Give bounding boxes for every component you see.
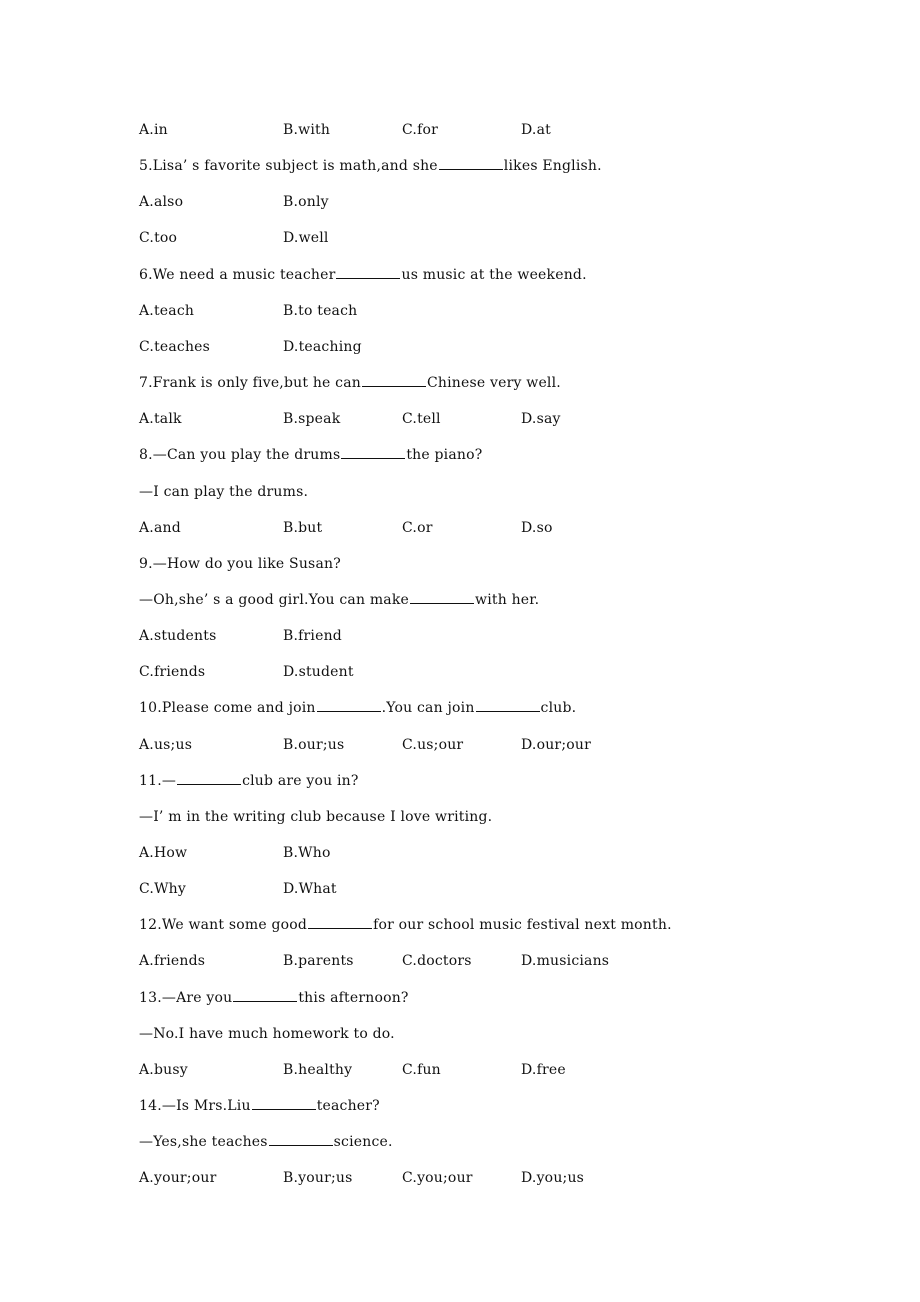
question-text: likes English. bbox=[503, 158, 602, 174]
answer-option: A.students bbox=[139, 628, 217, 644]
question-line bbox=[139, 913, 672, 937]
question-text: 12.We want some good bbox=[139, 917, 308, 933]
answer-option: C.tell bbox=[402, 411, 441, 427]
answer-option: B.speak bbox=[283, 411, 341, 427]
question-line bbox=[139, 443, 482, 467]
question-text: —Yes,she teaches bbox=[139, 1134, 268, 1150]
answer-option: B.only bbox=[283, 194, 329, 210]
answer-option: D.you;us bbox=[521, 1170, 585, 1186]
question-line bbox=[139, 1022, 395, 1046]
question-line bbox=[139, 480, 308, 504]
question-text: .You can join bbox=[381, 700, 475, 716]
answer-blank bbox=[476, 696, 540, 712]
answer-blank bbox=[341, 443, 405, 459]
question-text: —I can play the drums. bbox=[139, 484, 309, 500]
answer-option: A.also bbox=[139, 194, 184, 210]
question-text: Chinese very well. bbox=[426, 375, 561, 391]
answer-blank bbox=[233, 986, 297, 1002]
answer-option: A.busy bbox=[139, 1062, 188, 1078]
answer-blank bbox=[308, 913, 372, 929]
answer-option: A.and bbox=[139, 520, 181, 536]
answer-option: B.our;us bbox=[283, 737, 345, 753]
answer-option: D.well bbox=[283, 230, 329, 246]
question-text: —I’ m in the writing club because I love writing. bbox=[139, 809, 493, 825]
answer-option: B.your;us bbox=[283, 1170, 353, 1186]
answer-option: A.teach bbox=[139, 303, 195, 319]
question-text: us music at the weekend. bbox=[401, 267, 587, 283]
answer-option: A.in bbox=[139, 122, 168, 138]
answer-option: A.friends bbox=[139, 953, 206, 969]
question-line bbox=[139, 986, 409, 1010]
answer-option: A.your;our bbox=[139, 1170, 217, 1186]
question-text: 7.Frank is only five,but he can bbox=[139, 375, 361, 391]
answer-option: C.friends bbox=[139, 664, 206, 680]
question-text: 9.—How do you like Susan? bbox=[139, 556, 341, 572]
answer-option: D.say bbox=[521, 411, 561, 427]
answer-option: C.us;our bbox=[402, 737, 464, 753]
answer-option: D.What bbox=[283, 881, 337, 897]
question-text: teacher? bbox=[316, 1098, 380, 1114]
question-text: this afternoon? bbox=[298, 990, 409, 1006]
answer-option: D.free bbox=[521, 1062, 566, 1078]
question-text: 8.—Can you play the drums bbox=[139, 447, 341, 463]
answer-blank bbox=[439, 154, 503, 170]
answer-blank bbox=[410, 588, 474, 604]
answer-option: A.us;us bbox=[139, 737, 193, 753]
answer-option: D.our;our bbox=[521, 737, 591, 753]
question-text: 5.Lisa’ s favorite subject is math,and she bbox=[139, 158, 438, 174]
question-line bbox=[139, 552, 341, 576]
answer-option: C.you;our bbox=[402, 1170, 473, 1186]
question-line bbox=[139, 371, 561, 395]
question-line bbox=[139, 696, 576, 720]
question-line bbox=[139, 154, 602, 178]
answer-option: C.or bbox=[402, 520, 433, 536]
answer-option: B.to teach bbox=[283, 303, 358, 319]
question-text: —Oh,she’ s a good girl.You can make bbox=[139, 592, 410, 608]
answer-option: A.talk bbox=[139, 411, 182, 427]
question-text: science. bbox=[333, 1134, 393, 1150]
answer-option: D.at bbox=[521, 122, 551, 138]
answer-option: B.Who bbox=[283, 845, 331, 861]
answer-blank bbox=[252, 1094, 316, 1110]
question-text: 6.We need a music teacher bbox=[139, 267, 336, 283]
answer-blank bbox=[336, 263, 400, 279]
answer-option: D.musicians bbox=[521, 953, 610, 969]
question-text: club. bbox=[540, 700, 577, 716]
answer-blank bbox=[177, 769, 241, 785]
question-text: 13.—Are you bbox=[139, 990, 233, 1006]
question-line bbox=[139, 805, 492, 829]
question-line bbox=[139, 263, 587, 287]
answer-option: A.How bbox=[139, 845, 188, 861]
question-text: club are you in? bbox=[242, 773, 359, 789]
answer-blank bbox=[317, 696, 381, 712]
answer-blank bbox=[269, 1130, 333, 1146]
question-line bbox=[139, 1094, 380, 1118]
question-line bbox=[139, 1130, 393, 1154]
answer-option: B.but bbox=[283, 520, 323, 536]
question-text: for our school music festival next month. bbox=[373, 917, 672, 933]
question-text: 14.—Is Mrs.Liu bbox=[139, 1098, 251, 1114]
question-text: with her. bbox=[475, 592, 540, 608]
answer-option: C.doctors bbox=[402, 953, 472, 969]
question-text: 11.— bbox=[139, 773, 177, 789]
answer-option: D.student bbox=[283, 664, 354, 680]
answer-option: D.so bbox=[521, 520, 553, 536]
answer-option: B.parents bbox=[283, 953, 354, 969]
answer-option: C.for bbox=[402, 122, 438, 138]
answer-option: C.too bbox=[139, 230, 178, 246]
answer-option: C.fun bbox=[402, 1062, 441, 1078]
answer-option: B.healthy bbox=[283, 1062, 353, 1078]
question-text: 10.Please come and join bbox=[139, 700, 316, 716]
answer-option: B.friend bbox=[283, 628, 342, 644]
answer-option: D.teaching bbox=[283, 339, 362, 355]
answer-option: B.with bbox=[283, 122, 331, 138]
question-text: —No.I have much homework to do. bbox=[139, 1026, 395, 1042]
answer-option: C.Why bbox=[139, 881, 186, 897]
question-line bbox=[139, 588, 539, 612]
answer-option: C.teaches bbox=[139, 339, 211, 355]
answer-blank bbox=[362, 371, 426, 387]
question-text: the piano? bbox=[406, 447, 483, 463]
question-line bbox=[139, 769, 359, 793]
